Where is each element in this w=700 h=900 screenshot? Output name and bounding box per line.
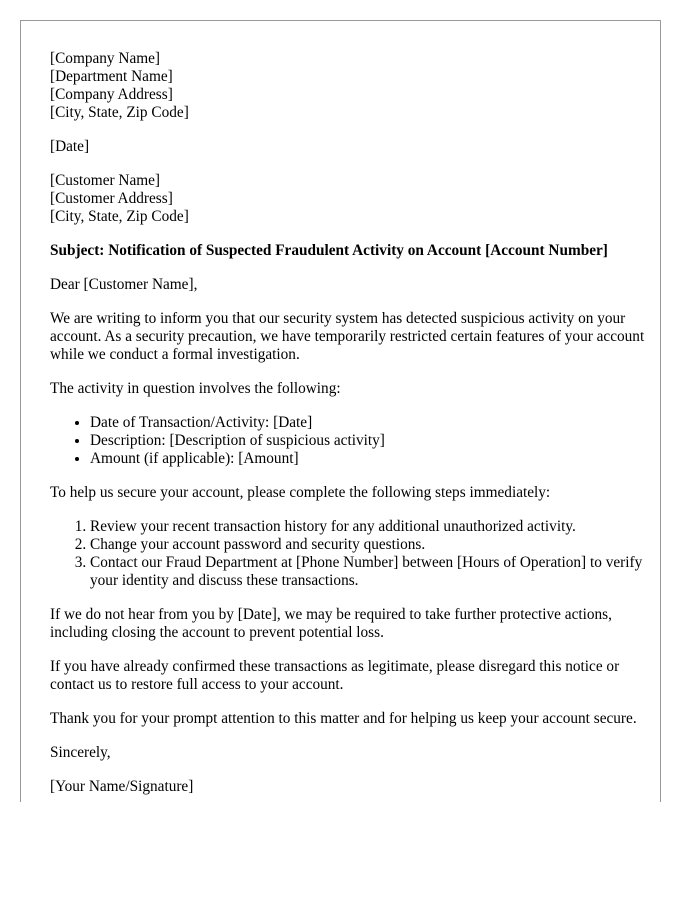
- letter-subject: Subject: Notification of Suspected Fraudulent Activity on Account [Account Number]: [50, 242, 608, 259]
- deadline-paragraph: If we do not hear from you by [Date], we may be required to take further protective actions, including closing the account to prevent potential loss.: [50, 606, 612, 641]
- step-contact-fraud-department: 3. Contact our Fraud Department at [Phone Number] between [Hours of Operation] to verify your identity and discuss these transactions.: [90, 554, 650, 590]
- recipient-customer-name: [Customer Name]: [50, 172, 161, 189]
- recipient-customer-address: [Customer Address]: [50, 190, 173, 207]
- activity-intro-paragraph: The activity in question involves the following:: [50, 380, 341, 397]
- activity-detail-description: • Description: [Description of suspicious activity]: [90, 432, 650, 450]
- letter-date: [50, 138, 650, 156]
- salutation: Dear [Customer Name],: [50, 276, 198, 293]
- step-change-password: 2. Change your account password and security questions.: [90, 536, 650, 554]
- letter-date-text: [Date]: [50, 138, 90, 155]
- letter-body: [50, 50, 650, 796]
- letter-page: [20, 20, 661, 802]
- sender-department-name: [Department Name]: [50, 68, 173, 85]
- recipient-address: [50, 172, 650, 226]
- steps-list: [50, 518, 650, 590]
- activity-detail-date: • Date of Transaction/Activity: [Date]: [90, 414, 650, 432]
- disregard-paragraph: If you have already confirmed these transactions as legitimate, please disregard this notice or contact us to restore full access to your account.: [50, 658, 620, 693]
- activity-detail-amount: • Amount (if applicable): [Amount]: [90, 450, 650, 468]
- sender-company-name: [Company Name]: [50, 50, 161, 67]
- activity-details-list: [50, 414, 650, 468]
- signature: [Your Name/Signature]: [50, 778, 194, 795]
- steps-intro-paragraph: To help us secure your account, please complete the following steps immediately:: [50, 484, 551, 501]
- step-review-history: 1. Review your recent transaction history for any additional unauthorized activity.: [90, 518, 650, 536]
- thanks-paragraph: Thank you for your prompt attention to this matter and for helping us keep your account secure.: [50, 710, 637, 727]
- closing: Sincerely,: [50, 744, 111, 761]
- sender-address: [50, 50, 650, 122]
- sender-company-address: [Company Address]: [50, 86, 173, 103]
- sender-city-state-zip: [City, State, Zip Code]: [50, 104, 189, 121]
- recipient-city-state-zip: [City, State, Zip Code]: [50, 208, 189, 225]
- intro-paragraph: We are writing to inform you that our security system has detected suspicious activity on your account. As a security precaution, we have temporarily restricted certain features of your account while we conduct a formal investigation.: [50, 310, 645, 363]
